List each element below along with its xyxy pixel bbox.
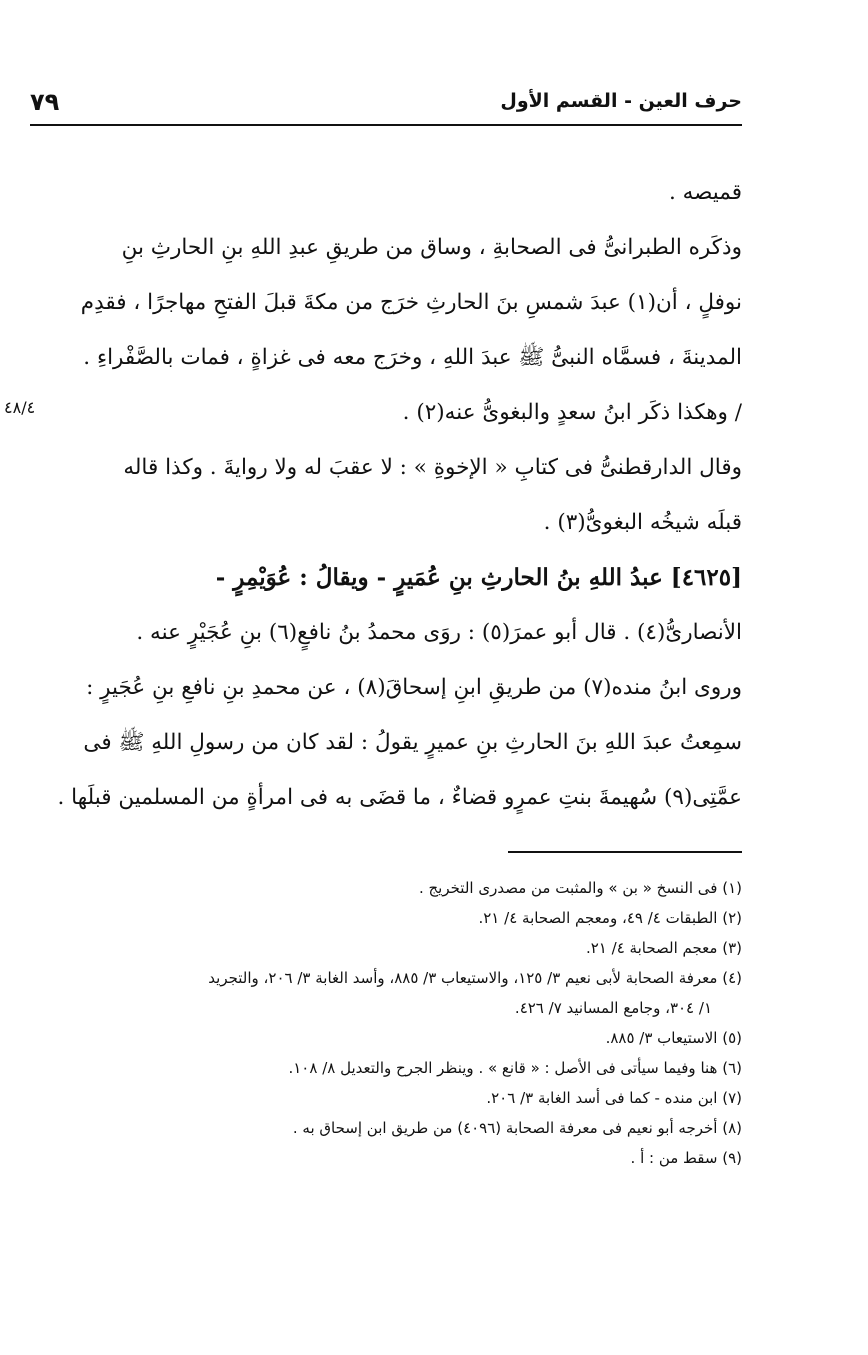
text-line: قبلَه شيخُه البغوىُّ(٣) . bbox=[543, 510, 742, 535]
text-line: وروى ابنُ منده(٧) من طريقِ ابنِ إسحاقَ(٨) ، عن محمدِ بنِ نافعِ بنِ عُجَيرٍ : bbox=[86, 675, 742, 700]
main-text bbox=[30, 165, 742, 825]
footnote: (٢) الطبقات ٤/ ٤٩، ومعجم الصحابة ٤/ ٢١. bbox=[478, 909, 742, 927]
page-number: ٧٩ bbox=[30, 88, 60, 116]
footnote-continuation: ١/ ٣٠٤، وجامع المسانيد ٧/ ٤٢٦. bbox=[514, 999, 712, 1017]
footnotes bbox=[30, 873, 742, 1173]
text-line: الأنصارىُّ(٤) . قال أبو عمرَ(٥) : روَى محمدُ بنُ نافعٍ(٦) بنِ عُجَيْرٍ عنه . bbox=[136, 620, 742, 645]
text-line: وذكَره الطبرانىُّ فى الصحابةِ ، وساق من طريقِ عبدِ اللهِ بنِ الحارثِ بنِ bbox=[121, 235, 742, 260]
footnote: (٧) ابن منده - كما فى أسد الغابة ٣/ ٢٠٦. bbox=[486, 1089, 742, 1107]
text-line: عمَّتِى(٩) سُهيمةَ بنتِ عمرٍو قضاءٌ ، ما قضَى به فى امرأةٍ من المسلمين قبلَها . bbox=[57, 785, 742, 810]
footnote: (٥) الاستيعاب ٣/ ٨٨٥. bbox=[605, 1029, 742, 1047]
footnote-rule bbox=[508, 851, 742, 853]
text-line: المدينةَ ، فسمَّاه النبىُّ ﷺ عبدَ اللهِ ، وخرَج معه فى غزاةٍ ، فمات بالصَّفْراءِ . bbox=[83, 345, 742, 370]
text-line: قميصه . bbox=[668, 180, 742, 205]
footnote: (٤) معرفة الصحابة لأبى نعيم ٣/ ١٢٥، والاستيعاب ٣/ ٨٨٥، وأسد الغابة ٣/ ٢٠٦، والتجريد bbox=[208, 969, 742, 987]
running-title: حرف العين - القسم الأول bbox=[500, 90, 742, 112]
page-header bbox=[30, 88, 742, 116]
text-line: / وهكذا ذكَر ابنُ سعدٍ والبغوىُّ عنه(٢) . bbox=[402, 400, 742, 425]
text-line: نوفلٍ ، أن(١) عبدَ شمسِ بنَ الحارثِ خرَج من مكةَ قبلَ الفتحِ مهاجرًا ، فقدِم bbox=[80, 290, 742, 315]
footnote: (٩) سقط من : أ . bbox=[630, 1149, 742, 1167]
footnote: (٦) هنا وفيما سيأتى فى الأصل : « قانع » . وينظر الجرح والتعديل ٨/ ١٠٨. bbox=[288, 1059, 742, 1077]
text-line: وقال الدارقطنىُّ فى كتابِ « الإخوةِ » : لا عقبَ له ولا روايةَ . وكذا قاله bbox=[123, 455, 742, 480]
margin-reference: ٤٨/٤ bbox=[4, 398, 36, 417]
header-rule bbox=[30, 124, 742, 126]
footnote: (١) فى النسخ « بن » والمثبت من مصدرى التخريج . bbox=[418, 879, 742, 897]
entry-heading: [٤٦٢٥] عبدُ اللهِ بنُ الحارثِ بنِ عُمَيرٍ - ويقالُ : عُوَيْمِرٍ - bbox=[215, 564, 742, 591]
footnote: (٨) أخرجه أبو نعيم فى معرفة الصحابة (٤٠٩٦) من طريق ابن إسحاق به . bbox=[292, 1119, 742, 1137]
footnote: (٣) معجم الصحابة ٤/ ٢١. bbox=[585, 939, 742, 957]
text-line: سمِعتُ عبدَ اللهِ بنَ الحارثِ بنِ عميرٍ يقولُ : لقد كان من رسولِ اللهِ ﷺ فى bbox=[83, 730, 742, 755]
